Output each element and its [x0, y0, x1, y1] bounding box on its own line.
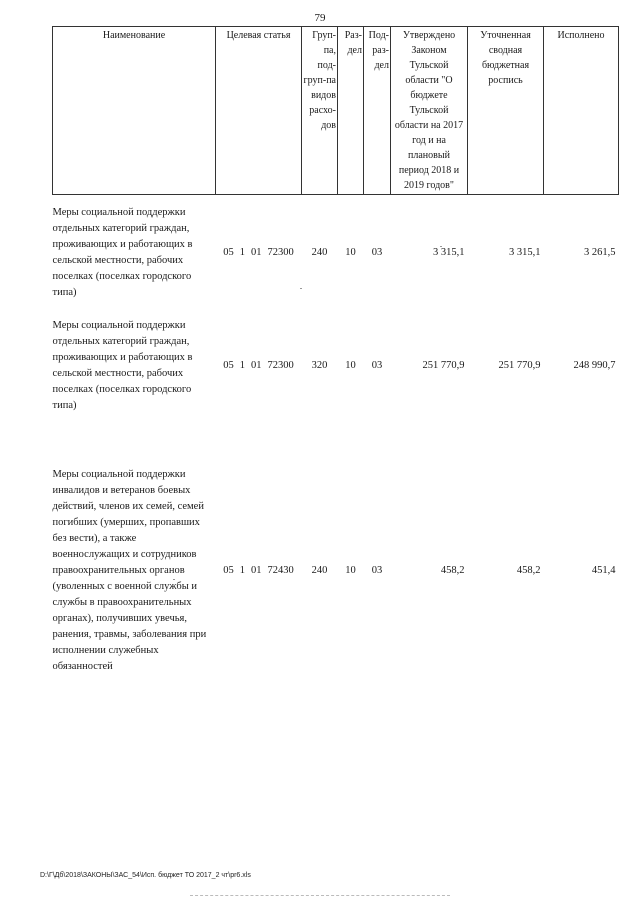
ts-event: 01	[251, 247, 262, 258]
row-approved: 3 315,1	[433, 247, 465, 258]
table-row	[53, 421, 619, 721]
header-refined-budget: Уточненная сводная бюджетная роспись	[468, 27, 544, 195]
scan-speck	[440, 246, 442, 247]
row-section: 10	[345, 247, 356, 258]
ts-program: 05	[223, 360, 234, 371]
row-refined: 3 315,1	[509, 247, 541, 258]
row-executed: 451,4	[591, 565, 616, 576]
ts-direction: 72430	[267, 565, 294, 576]
table-row	[53, 311, 619, 421]
budget-execution-table	[52, 26, 619, 721]
scan-speck	[173, 579, 175, 580]
row-approved: 251 770,9	[422, 360, 465, 371]
ts-direction: 72300	[267, 247, 294, 258]
table-row	[53, 195, 619, 312]
header-subsection: Под-раз-дел	[364, 27, 391, 195]
scan-speck	[300, 288, 302, 289]
ts-program: 05	[223, 565, 234, 576]
row-group: 240	[311, 247, 328, 258]
page-number: 79	[314, 12, 326, 24]
row-name: Меры социальной поддержки отдельных категорий граждан, проживающих и работающих в сельской местности, рабочих поселках (поселках городского типа)	[52, 207, 193, 298]
ts-subprogram: 1	[239, 565, 245, 576]
ts-event: 01	[251, 565, 262, 576]
header-approved: Утверждено Законом Тульской области "О бюджете Тульской области на 2017 год и на плановый период 2018 и 2019 годов"	[391, 27, 468, 195]
table-header-row	[53, 27, 619, 195]
ts-direction: 72300	[267, 360, 294, 371]
footer-rule	[190, 895, 450, 896]
row-name: Меры социальной поддержки инвалидов и ветеранов боевых действий, членов их семей, семей погибших (умерших, пропавших без вести), а также военнослужащих и сотрудников правоохранительных органов (уволенных с военной службы и службы в правоохранительных органах), получивших увечья, ранения, травмы, заболевания при исполнении служебных обязанностей	[52, 469, 207, 672]
ts-subprogram: 1	[239, 247, 245, 258]
row-target-article	[216, 311, 302, 421]
file-path-footer: D:\Г\Дб\2018\ЗАКОНЫ\ЗАС_54\Исп. бюджет ТО 2017_2 чт\pr6.xls	[40, 872, 251, 879]
ts-event: 01	[251, 360, 262, 371]
row-refined: 458,2	[516, 565, 541, 576]
row-executed: 248 990,7	[573, 360, 616, 371]
row-target-article	[216, 195, 302, 312]
row-group: 240	[311, 565, 328, 576]
row-subsection: 03	[371, 247, 383, 258]
header-name: Наименование	[53, 27, 216, 195]
row-subsection: 03	[371, 360, 383, 371]
row-target-article	[216, 421, 302, 721]
header-target-article: Целевая статья	[216, 27, 302, 195]
header-expense-group: Груп-па, под-груп-па видов расхо-дов	[302, 27, 338, 195]
ts-subprogram: 1	[239, 360, 245, 371]
ts-program: 05	[223, 247, 234, 258]
row-section: 10	[345, 565, 356, 576]
row-refined: 251 770,9	[498, 360, 541, 371]
header-section: Раз-дел	[338, 27, 364, 195]
header-executed: Исполнено	[544, 27, 619, 195]
row-subsection: 03	[371, 565, 383, 576]
row-executed: 3 261,5	[584, 247, 616, 258]
budget-table-wrapper	[52, 26, 618, 721]
row-group: 320	[311, 360, 328, 371]
row-name: Меры социальной поддержки отдельных категорий граждан, проживающих и работающих в сельской местности, рабочих поселках (поселках городского типа)	[52, 320, 193, 411]
row-approved: 458,2	[440, 565, 465, 576]
row-section: 10	[345, 360, 356, 371]
